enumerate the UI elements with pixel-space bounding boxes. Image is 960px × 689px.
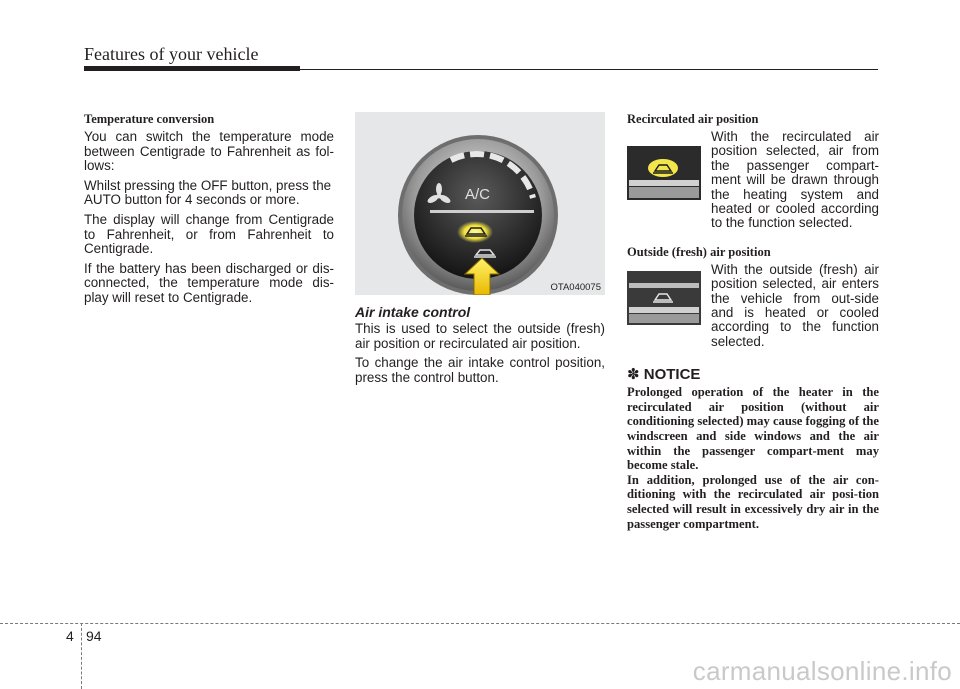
column-temperature-conversion: [84, 112, 334, 311]
outside-air-button-image: [627, 271, 701, 325]
column-air-intake: [355, 112, 605, 390]
footer-rule: [0, 623, 960, 624]
recirculated-button-image: [627, 146, 701, 200]
section-heading-air-intake-control: Air intake control: [355, 304, 471, 320]
column-air-positions: [627, 112, 879, 531]
paragraph: This is used to select the outside (fresh) air position or recirculated air position.: [355, 321, 605, 351]
paragraph: You can switch the temperature mode between Centigrade to Fahrenheit as fol-lows:: [84, 129, 334, 174]
header-title: Features of your vehicle: [84, 44, 259, 64]
paragraph: To change the air intake control position, press the control button.: [355, 355, 605, 385]
paragraph: AUTO button for 4 seconds or more.: [84, 192, 300, 208]
ac-button-label: A/C: [465, 186, 491, 203]
climate-control-knob-illustration: [355, 112, 605, 295]
recirculated-position-block: [627, 130, 879, 231]
air-intake-figure: [355, 112, 605, 295]
notice-paragraph: Prolonged operation of the heater in the recirculated air position (without air conditioning selected) may cause fogging of the windscreen and side windows and the air within the passenger compart-ment may become stale.: [627, 385, 879, 473]
chapter-number: 4: [66, 628, 74, 644]
page-number: 94: [86, 628, 102, 644]
notice-paragraph: In addition, prolonged use of the air con-ditioning with the recirculated air posi-tion selected will result in excessively dry air in the passenger compartment.: [627, 472, 879, 531]
header-rule: [84, 66, 300, 71]
section-heading-recirculated: Recirculated air position: [627, 112, 759, 126]
footer-vertical-rule: [81, 623, 82, 689]
recirculated-description: With the recirculated air position selected, air from the passenger compart-ment will be drawn through the heating system and heated or cooled according to the function selected.: [711, 129, 879, 231]
paragraph: The display will change from Centigrade to Fahrenheit, or from Fahrenheit to Centigrade.: [84, 211, 334, 257]
paragraph: Whilst pressing the OFF button, press the: [84, 177, 332, 193]
figure-code: OTA040075: [550, 282, 601, 293]
section-heading-temperature-conversion: Temperature conversion: [84, 112, 215, 126]
watermark: carmanualsonline.info: [692, 656, 952, 686]
paragraph: If the battery has been discharged or dis-connected, the temperature mode dis-play will reset to Centigrade.: [84, 260, 334, 305]
header-rule-thin: [300, 69, 878, 70]
section-heading-outside: Outside (fresh) air position: [627, 244, 771, 259]
outside-description: With the outside (fresh) air position selected, air enters the vehicle from out-side and is heated or cooled according to the function selected.: [711, 261, 879, 349]
outside-position-block: [627, 263, 879, 349]
notice-title: ✽ NOTICE: [627, 366, 701, 384]
